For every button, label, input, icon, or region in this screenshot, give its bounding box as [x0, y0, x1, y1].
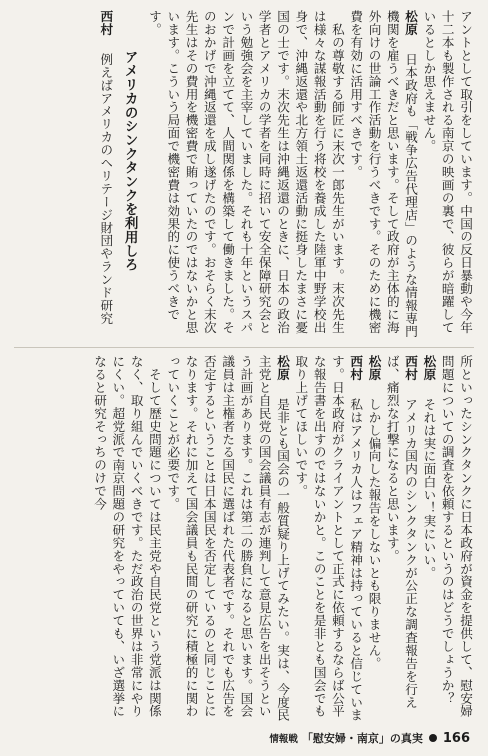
section-heading: アメリカのシンクタンクを利用しろ — [121, 50, 138, 272]
bullet-dot-icon — [429, 734, 437, 742]
lower-text-block — [14, 355, 474, 725]
paragraph-text: そして歴史問題については民主党や自民党という党派は関係なく、取り組んでいくべきです。ただ政治の世界は非常にやりにくい。超党派で南京問題の研究をやっていても、いざ選挙になると研究そっちのけで今 — [92, 355, 162, 718]
paragraph — [163, 355, 291, 725]
paragraph-text: それは実に面白い！実にいい。 — [421, 397, 437, 580]
paragraph — [419, 355, 437, 725]
paragraph-text: 私の尊敬する師匠に末次一郎先生がいます。末次先生は様々な謀報活動を行う将校を養成した陸軍中野学校出身で、沖縄返還や北方領土返還活動に挺身したまさに憂国の士です。末次先生は沖縄返還のときに、日本の政治学者とアメリカの学者を同時に招いて安全保障研究会という勉強会を主宰していました。それも十年というスパンで計画を立てて、人間関係を構築して働きました。そのおかげで沖縄返還を成し遂げたのです。おそらく末次先生はその費用を機密費で賄っていたのではないかと思います。こういう局面で機密費は効果的に使うべきです。 — [146, 10, 345, 334]
paragraph — [90, 355, 163, 725]
speaker-label: 松原 — [421, 355, 437, 381]
speaker-label: 西村 — [98, 10, 114, 36]
footer-book-title: 「慰安婦・南京」の真実 — [301, 732, 423, 745]
paragraph-text: 所といったシンクタンクに日本政府が資金を提供して、慰安婦問題についての調査を依頼するというのはどうでしょうか？ — [439, 355, 473, 718]
speaker-label: 松原 — [275, 355, 291, 381]
paragraph-text: 日本政府も「戦争広告代理店」のような情報専門機関を雇うべきだと思います。そして政府が主体的に海外向けの世論工作活動を行うべきです。そのために機密費を有効に活用すべきです。 — [348, 10, 419, 338]
paragraph-text: アメリカ国内のシンクタンクが公正な調査報告を行えば、痛烈な打撃になると思います。 — [384, 355, 419, 709]
upper-text-block — [14, 10, 474, 343]
paragraph — [346, 10, 419, 343]
paragraph — [437, 355, 474, 725]
paragraph — [145, 10, 346, 343]
footer-series: 情報戦 — [269, 734, 298, 745]
paragraph-text: 例えばアメリカのヘリテージ財団やランド研究 — [98, 52, 114, 325]
paragraph-text: しかし偏向した報告をしないとも限りません。 — [366, 397, 382, 670]
page-number: 166 — [442, 730, 470, 746]
paragraph — [291, 355, 364, 725]
page-footer — [269, 730, 470, 746]
paragraph — [383, 355, 420, 725]
paragraph — [364, 355, 382, 725]
paragraph-text: アントとして取引をしています。中国の反日暴動や今年十二本も製作される南京の映画の裏で、彼らが暗躍しているとしか思えません。 — [421, 10, 473, 334]
speaker-label: 西村 — [403, 355, 419, 381]
tier-divider — [14, 347, 474, 348]
speaker-label: 西村 — [348, 355, 364, 381]
paragraph — [96, 10, 114, 343]
speaker-label: 松原 — [403, 10, 419, 36]
paragraph-text: 私はアメリカ人はフェア精神は持っていると信じています。日本政府がクライアントとして正式に依頼するならば公平な報告書を出すのではないかと。このことを是非とも国会でも取り上げてほしいです。 — [293, 355, 364, 722]
paragraph — [419, 10, 474, 343]
paragraph-text: 是非とも国会の一般質疑り上げてみたい。実は、今度民主党と自民党の国会議員有志が連判して意見広告を出そうという計画があります。これは第二の勝負になると思います。国会議員は主権者たる国民に選ばれた代表者です。それでも広告を否定するということは日本国民を否定しているのと同じことになります。それに加えて国会議員も民間の研究に積極的に関わっていくことが必要です。 — [165, 355, 291, 722]
speaker-label: 松原 — [366, 355, 382, 381]
